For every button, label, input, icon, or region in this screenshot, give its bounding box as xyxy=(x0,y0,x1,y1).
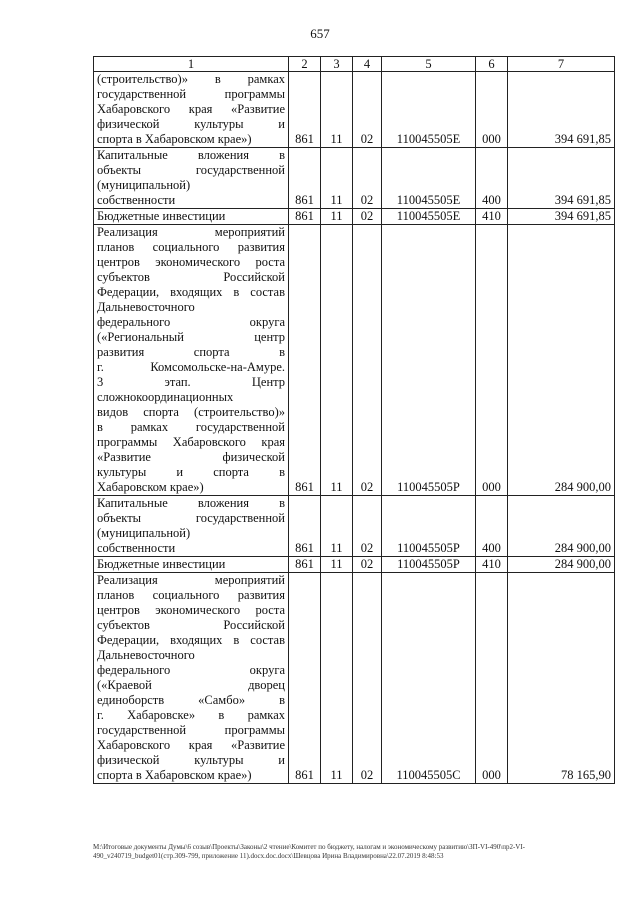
cell-subsection: 02 xyxy=(353,557,382,573)
row-description xyxy=(94,148,289,209)
description-line: объекты государственной xyxy=(97,163,285,177)
cell-amount: 284 900,00 xyxy=(508,557,615,573)
description-line: Хабаровском крае») xyxy=(97,480,204,494)
description-line: программы Хабаровского края xyxy=(97,435,285,449)
cell-expense-type: 410 xyxy=(476,209,508,225)
cell-expense-type: 400 xyxy=(476,148,508,209)
header-col-1: 1 xyxy=(94,57,289,72)
description-line: федерального округа xyxy=(97,663,285,677)
table-body xyxy=(94,72,615,784)
description-line: физической культуры и xyxy=(97,753,285,767)
description-line: Хабаровского края «Развитие xyxy=(97,102,285,116)
row-description xyxy=(94,72,289,148)
cell-ministry: 861 xyxy=(289,573,321,784)
description-line: центров экономического роста xyxy=(97,255,285,269)
cell-ministry: 861 xyxy=(289,209,321,225)
cell-target-article: 110045505Р xyxy=(382,557,476,573)
description-line: Капитальные вложения в xyxy=(97,496,285,510)
cell-target-article: 110045505Р xyxy=(382,225,476,496)
description-line: Реализация мероприятий xyxy=(97,225,285,239)
description-line: Федерации, входящих в состав xyxy=(97,285,285,299)
cell-expense-type: 000 xyxy=(476,225,508,496)
description-line: (строительство)» в рамках xyxy=(97,72,285,86)
description-line: («Региональный центр xyxy=(97,330,285,344)
cell-target-article: 110045505Р xyxy=(382,496,476,557)
description-line: собственности xyxy=(97,541,176,555)
header-col-2: 2 xyxy=(289,57,321,72)
table-row xyxy=(94,225,615,496)
cell-section: 11 xyxy=(321,209,353,225)
cell-amount: 284 900,00 xyxy=(508,496,615,557)
cell-expense-type: 000 xyxy=(476,72,508,148)
cell-subsection: 02 xyxy=(353,209,382,225)
description-line: государственной программы xyxy=(97,87,285,101)
table-row xyxy=(94,557,615,573)
description-line: Бюджетные инвестиции xyxy=(97,209,226,223)
description-line: в рамках государственной xyxy=(97,420,285,434)
description-line: центров экономического роста xyxy=(97,603,285,617)
row-description xyxy=(94,557,289,573)
description-line: сложнокоординационных xyxy=(97,390,234,404)
description-line: планов социального развития xyxy=(97,240,285,254)
header-col-3: 3 xyxy=(321,57,353,72)
cell-ministry: 861 xyxy=(289,496,321,557)
cell-subsection: 02 xyxy=(353,72,382,148)
table-header-row xyxy=(94,57,615,72)
description-line: «Развитие физической xyxy=(97,450,285,464)
description-line: 3 этап. Центр xyxy=(97,375,285,389)
table-row xyxy=(94,573,615,784)
cell-target-article: 110045505Е xyxy=(382,209,476,225)
description-line: г. Комсомольске-на-Амуре. xyxy=(97,360,285,374)
cell-expense-type: 000 xyxy=(476,573,508,784)
description-line: Бюджетные инвестиции xyxy=(97,557,226,571)
cell-ministry: 861 xyxy=(289,148,321,209)
table-row xyxy=(94,209,615,225)
cell-expense-type: 410 xyxy=(476,557,508,573)
description-line: объекты государственной xyxy=(97,511,285,525)
description-line: субъектов Российской xyxy=(97,270,285,284)
description-line: Дальневосточного xyxy=(97,300,195,314)
description-line: Хабаровского края «Развитие xyxy=(97,738,285,752)
file-path-footer: M:\Итоговые документы Думы\6 созыв\Проекты\Законы\2 чтение\Комитет по бюджету, налогам и экономическому развитию\ЗП-VI-490\пр2-VI-490_v240719_budget01(стр.309-799, приложение 11).docx.doc.docx\Шевцова Ирина Владимировна\22.07.2019 8:48:53 xyxy=(93,843,525,860)
table-row xyxy=(94,148,615,209)
description-line: г. Хабаровске» в рамках xyxy=(97,708,285,722)
description-line: культуры и спорта в xyxy=(97,465,285,479)
cell-section: 11 xyxy=(321,557,353,573)
description-line: Реализация мероприятий xyxy=(97,573,285,587)
cell-section: 11 xyxy=(321,148,353,209)
description-line: развития спорта в xyxy=(97,345,285,359)
cell-amount: 394 691,85 xyxy=(508,72,615,148)
cell-amount: 78 165,90 xyxy=(508,573,615,784)
row-description xyxy=(94,209,289,225)
cell-amount: 284 900,00 xyxy=(508,225,615,496)
description-line: государственной программы xyxy=(97,723,285,737)
cell-expense-type: 400 xyxy=(476,496,508,557)
description-line: Дальневосточного xyxy=(97,648,195,662)
cell-target-article: 110045505Е xyxy=(382,72,476,148)
description-line: единоборств «Самбо» в xyxy=(97,693,285,707)
description-line: субъектов Российской xyxy=(97,618,285,632)
header-col-4: 4 xyxy=(353,57,382,72)
row-description xyxy=(94,496,289,557)
description-line: спорта в Хабаровском крае») xyxy=(97,768,252,782)
cell-subsection: 02 xyxy=(353,496,382,557)
description-line: планов социального развития xyxy=(97,588,285,602)
cell-section: 11 xyxy=(321,225,353,496)
cell-target-article: 110045505С xyxy=(382,573,476,784)
cell-amount: 394 691,85 xyxy=(508,148,615,209)
cell-subsection: 02 xyxy=(353,148,382,209)
header-col-6: 6 xyxy=(476,57,508,72)
description-line: физической культуры и xyxy=(97,117,285,131)
table-row xyxy=(94,496,615,557)
cell-ministry: 861 xyxy=(289,225,321,496)
description-line: (муниципальной) xyxy=(97,526,191,540)
description-line: видов спорта (строительство)» xyxy=(97,405,285,419)
description-line: федерального округа xyxy=(97,315,285,329)
row-description xyxy=(94,573,289,784)
cell-ministry: 861 xyxy=(289,72,321,148)
description-line: Капитальные вложения в xyxy=(97,148,285,162)
cell-ministry: 861 xyxy=(289,557,321,573)
header-col-5: 5 xyxy=(382,57,476,72)
row-description xyxy=(94,225,289,496)
cell-section: 11 xyxy=(321,496,353,557)
description-line: спорта в Хабаровском крае») xyxy=(97,132,252,146)
budget-table xyxy=(93,56,615,784)
description-line: собственности xyxy=(97,193,176,207)
description-line: (муниципальной) xyxy=(97,178,191,192)
table-row xyxy=(94,72,615,148)
cell-section: 11 xyxy=(321,573,353,784)
cell-subsection: 02 xyxy=(353,225,382,496)
header-col-7: 7 xyxy=(508,57,615,72)
cell-subsection: 02 xyxy=(353,573,382,784)
cell-section: 11 xyxy=(321,72,353,148)
description-line: Федерации, входящих в состав xyxy=(97,633,285,647)
page-number: 657 xyxy=(310,26,330,41)
cell-amount: 394 691,85 xyxy=(508,209,615,225)
description-line: («Краевой дворец xyxy=(97,678,285,692)
cell-target-article: 110045505Е xyxy=(382,148,476,209)
